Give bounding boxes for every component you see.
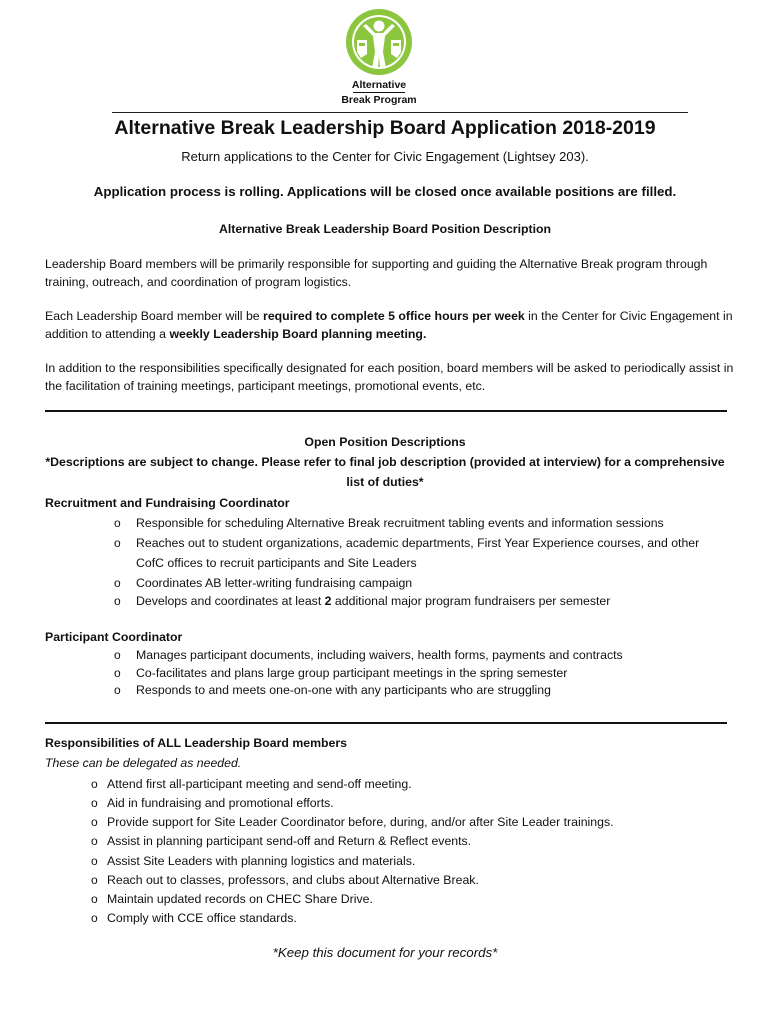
section-divider-2 (45, 722, 727, 724)
recruitment-title: Recruitment and Fundraising Coordinator (45, 496, 290, 510)
logo-text-line2: Break Program (341, 94, 417, 106)
all-members-subtitle: These can be delegated as needed. (45, 756, 242, 770)
list-item-text-b: 2 (324, 594, 332, 608)
participant-title: Participant Coordinator (45, 630, 183, 644)
bullet-mark: o (114, 594, 121, 608)
list-item-text: Reaches out to student organizations, academic departments, First Year Experience courses, and other (136, 536, 700, 550)
bullet-mark: o (114, 576, 121, 590)
intro-p2-a: Each Leadership Board member will be (45, 309, 264, 323)
page-title: Alternative Break Leadership Board Application 2018-2019 (114, 117, 656, 139)
list-item-text-a: Develops and coordinates at least (136, 594, 325, 608)
return-note: Return applications to the Center for Civic Engagement (Lightsey 203). (181, 149, 589, 164)
open-positions-heading: Open Position Descriptions (304, 435, 466, 449)
bullet-mark: o (114, 648, 121, 662)
alternative-break-logo-icon (339, 6, 419, 78)
list-item-text: Assist Site Leaders with planning logistics and materials. (107, 854, 416, 868)
list-item-text: Maintain updated records on CHEC Share Drive. (107, 892, 373, 906)
list-item (91, 852, 731, 872)
list-item (91, 909, 731, 929)
position-heading: Alternative Break Leadership Board Position Description (218, 222, 552, 236)
bullet-mark: o (114, 666, 121, 680)
rolling-note: Application process is rolling. Applications will be closed once available positions are filled. (93, 184, 677, 199)
intro-p2-b: required to complete 5 office hours per week (263, 309, 525, 323)
bullet-mark: o (91, 815, 98, 829)
list-item (114, 592, 734, 612)
logo-text-line1: Alternative (351, 79, 407, 91)
bullet-mark: o (91, 873, 98, 887)
bullet-mark: o (114, 516, 121, 530)
list-item (91, 871, 731, 891)
list-item (114, 646, 734, 666)
footer-note: *Keep this document for your records* (272, 945, 498, 960)
bullet-mark: o (91, 911, 98, 925)
list-item-text: Responds to and meets one-on-one with any participants who are struggling (136, 683, 551, 697)
list-item-continuation (136, 554, 736, 574)
program-logo (339, 6, 419, 108)
list-item (91, 813, 731, 833)
bullet-mark: o (91, 834, 98, 848)
bullet-mark: o (91, 796, 98, 810)
list-item-text: Aid in fundraising and promotional efforts. (107, 796, 334, 810)
list-item-text: Comply with CCE office standards. (107, 911, 297, 925)
list-item-text: Responsible for scheduling Alternative Break recruitment tabling events and information sessions (136, 516, 664, 530)
list-item (91, 794, 731, 814)
bullet-mark: o (91, 892, 98, 906)
bullet-mark: o (91, 777, 98, 791)
list-item (114, 534, 734, 554)
list-item-text: Coordinates AB letter-writing fundraising campaign (136, 576, 413, 590)
list-item-text: CofC offices to recruit participants and Site Leaders (136, 556, 417, 570)
intro-p2-c: in the Center for Civic Engagement in addition to attending a (45, 309, 733, 341)
list-item-text: Attend first all-participant meeting and send-off meeting. (107, 777, 412, 791)
list-item-text: Manages participant documents, including waivers, health forms, payments and contracts (136, 648, 623, 662)
intro-paragraph-2 (45, 308, 735, 343)
list-item (91, 832, 731, 852)
intro-p2-d: weekly Leadership Board planning meeting. (169, 326, 427, 341)
intro-paragraph-3: In addition to the responsibilities specifically designated for each position, board members will be asked to periodically assist in the facilitation of training meetings, participant meetings, promotional events, etc. (45, 361, 734, 393)
list-item-text: Co-facilitates and plans large group participant meetings in the spring semester (136, 666, 568, 680)
bullet-mark: o (114, 683, 121, 697)
all-members-title: Responsibilities of ALL Leadership Board members (45, 736, 348, 750)
header-rule (112, 112, 688, 113)
list-item (91, 775, 731, 795)
disclaimer-line-2: list of duties* (346, 475, 424, 489)
list-item (114, 574, 734, 594)
section-divider-1 (45, 410, 727, 412)
disclaimer-line-1: *Descriptions are subject to change. Please refer to final job description (provided at interview) for a comprehensive (45, 455, 725, 469)
list-item (114, 514, 734, 534)
list-item-text: Reach out to classes, professors, and clubs about Alternative Break. (107, 873, 479, 887)
list-item-text (114, 592, 734, 612)
logo-divider (353, 92, 405, 93)
bullet-mark: o (91, 854, 98, 868)
bullet-mark: o (114, 536, 121, 550)
list-item-text: Assist in planning participant send-off and Return & Reflect events. (107, 834, 472, 848)
list-item-text: Provide support for Site Leader Coordinator before, during, and/or after Site Leader trainings. (107, 815, 614, 829)
list-item (114, 681, 734, 701)
list-item (91, 890, 731, 910)
list-item-text-c: additional major program fundraisers per semester (331, 594, 611, 608)
intro-paragraph-1: Leadership Board members will be primarily responsible for supporting and guiding the Alternative Break program through training, outreach, and coordination of program logistics. (45, 257, 708, 289)
